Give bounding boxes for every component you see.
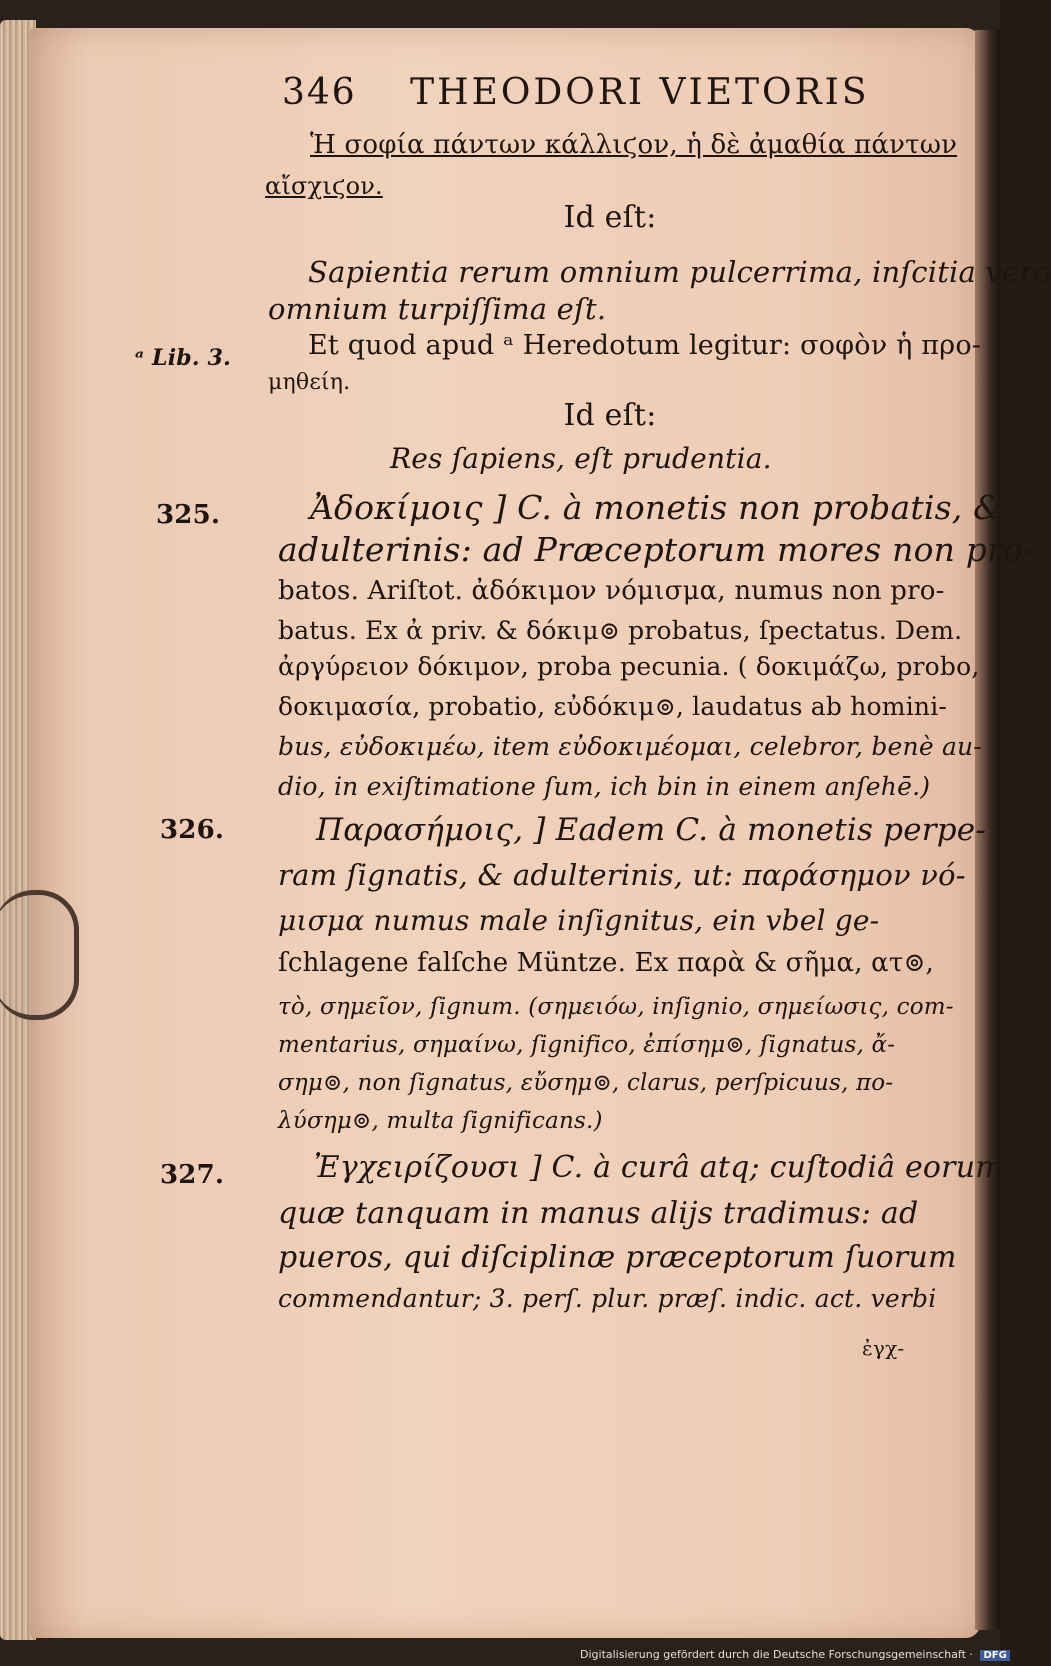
- text-line: omnium turpiſſima eſt.: [268, 292, 607, 326]
- margin-note-lib: ᵃ Lib. 3.: [135, 345, 231, 371]
- greek-quote-line-2: αἴσχιϛον.: [265, 172, 383, 200]
- entry-326-line: μισμα numus male inſignitus, ein vbel ge-: [278, 904, 880, 937]
- entry-326-line: τὸ, σημεῖον, ſignum. (σημειόω, inſignio, σημείωσις, com-: [278, 994, 954, 1020]
- running-title: THEODORI VIETORIS: [410, 72, 870, 113]
- text-line: μηθείη.: [268, 370, 351, 395]
- page-number: 346: [282, 72, 357, 113]
- greek-quote-line-1: Ἡ σοφία πάντων κάλλιϛον, ἡ δὲ ἀμαθία πάντων: [310, 130, 958, 160]
- text-line: Et quod apud ᵃ Heredotum legitur: σοφὸν ἡ προ-: [308, 330, 982, 361]
- dfg-logo-icon: DFG: [980, 1650, 1009, 1661]
- id-est-heading-1: Id eſt:: [563, 200, 657, 235]
- entry-325-line: δοκιμασία, probatio, εὐδόκιμ⊚, laudatus ab homini-: [278, 692, 948, 721]
- entry-327-line: quæ tanquam in manus alijs tradimus: ad: [278, 1196, 919, 1231]
- entry-325-line: dio, in exiſtimatione ſum, ich bin in einem anſehē.): [278, 772, 931, 801]
- text-line: Sapientia rerum omnium pulcerrima, inſcitia verò: [308, 255, 1051, 289]
- text-line: Res ſapiens, eſt prudentia.: [390, 442, 772, 475]
- entry-327-line: commendantur; 3. perſ. plur. præſ. indic. act. verbi: [278, 1284, 937, 1313]
- entry-326-line: mentarius, σημαίνω, ſignifico, ἐπίσημ⊚, ſignatus, ἄ-: [278, 1032, 896, 1058]
- id-est-heading-2: Id eſt:: [563, 398, 657, 433]
- entry-327-line: pueros, qui diſciplinæ præceptorum ſuorum: [278, 1240, 957, 1275]
- entry-326-line: ram ſignatis, & adulterinis, ut: παράσημον νό-: [278, 858, 966, 892]
- entry-325-line: adulterinis: ad Præceptorum mores non pro-: [278, 530, 1035, 569]
- page-clip: [0, 890, 79, 1020]
- entry-325-line: batus. Ex ἀ priv. & δόκιμ⊚ probatus, ſpectatus. Dem.: [278, 616, 963, 645]
- entry-327-line: Ἐγχειρίζουσι ] C. à curâ atq; cuſtodiâ eorum,: [314, 1150, 1014, 1185]
- margin-note-326: 326.: [160, 815, 225, 845]
- entry-326-line: λύσημ⊚, multa ſignificans.): [278, 1108, 603, 1134]
- margin-note-327: 327.: [160, 1160, 225, 1190]
- entry-325-line: Ἀδοκίμοις ] C. à monetis non probatis, &: [310, 488, 1003, 527]
- catchword: ἐγχ-: [862, 1336, 905, 1360]
- credit-text: Digitalisierung gefördert durch die Deutsche Forschungsgemeinschaft: [580, 1648, 966, 1661]
- margin-note-325: 325.: [156, 500, 221, 530]
- entry-325-line: bus, εὐδοκιμέω, item εὐδοκιμέομαι, celebror, benè au-: [278, 732, 983, 761]
- entry-326-line: σημ⊚, non ſignatus, εὔσημ⊚, clarus, perſpicuus, πο-: [278, 1070, 894, 1096]
- entry-326-line: ſchlagene falſche Müntze. Ex παρὰ & σῆμα, ατ⊚,: [278, 948, 934, 978]
- entry-326-line: Παρασήμοις, ] Eadem C. à monetis perpe-: [316, 812, 987, 848]
- entry-325-line: ἀργύρειον δόκιμον, proba pecunia. ( δοκιμάζω, probo,: [278, 652, 980, 681]
- running-header: [282, 72, 870, 113]
- entry-325-line: batos. Ariſtot. ἀδόκιμον νόμισμα, numus non pro-: [278, 576, 945, 606]
- digitization-credit: Digitalisierung gefördert durch die Deutsche Forschungsgemeinschaft · DFG: [580, 1648, 1010, 1661]
